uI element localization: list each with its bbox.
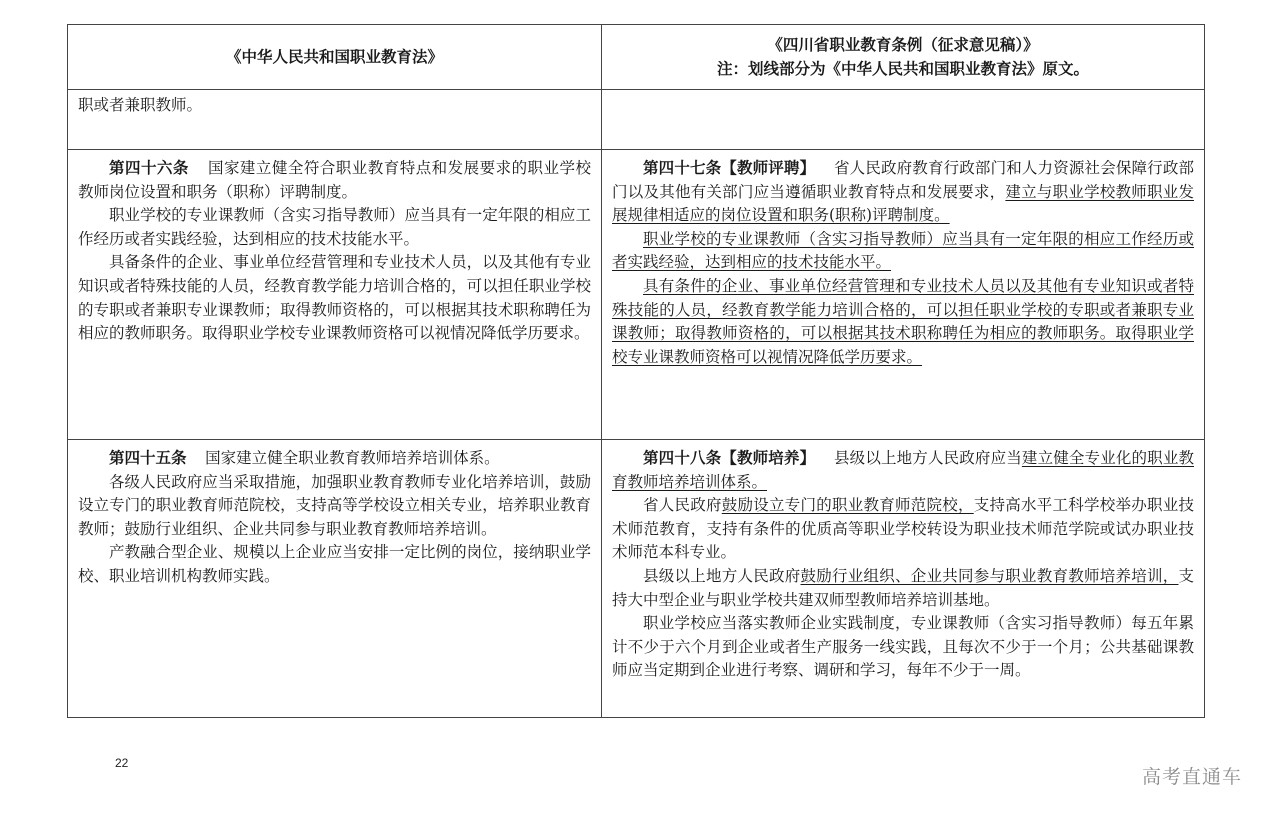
row3-left-cell [68, 440, 602, 718]
row1-right-cell [602, 90, 1205, 150]
right-column-title: 《四川省职业教育条例（征求意见稿）》 [767, 35, 1039, 54]
article-text: 支持高水平工科学校举办职业技术师范教育，支持有条件的优质高等职业学校转设为职业技术师范学院或试办职业技术师范本科专业。 [612, 496, 1194, 562]
article-text: 县级以上地方人民政府 [643, 566, 801, 585]
watermark-text: 高考直通车 [1142, 766, 1243, 788]
table-row [68, 150, 1205, 440]
table-row [68, 440, 1205, 718]
article-paragraph: 具备条件的企业、事业单位经营管理和专业技术人员，以及其他有专业知识或者特殊技能的人员，经教育教学能力培训合格的，可以担任职业学校的专职或者兼职专业课教师；取得教师资格的，可以根据其技术职称聘任为相应的教师职务。取得职业学校专业课教师资格可以视情况降低学历要求。 [78, 253, 591, 343]
left-column-title: 《中华人民共和国职业教育法》 [225, 47, 443, 66]
article-number: 第四十七条【教师评聘】 [643, 158, 816, 177]
article-paragraph: 产教融合型企业、规模以上企业应当安排一定比例的岗位，接纳职业学校、职业培训机构教师实践。 [78, 543, 591, 585]
article-text: 支持大中型企业与职业学校共建双师型教师培养培训基地。 [612, 566, 1194, 609]
article-text: 国家建立健全职业教育教师培养培训体系。 [205, 449, 500, 467]
row2-right-cell [602, 150, 1205, 440]
article-paragraph [78, 446, 591, 471]
row1-left-cell [68, 90, 602, 150]
comparison-table [67, 24, 1205, 718]
header-left-cell [68, 25, 602, 90]
right-column-note: 注：划线部分为《中华人民共和国职业教育法》原文。 [716, 59, 1089, 78]
underlined-original-text: 鼓励行业组织、企业共同参与职业教育教师培养培训， [800, 566, 1179, 585]
article-paragraph [612, 446, 1194, 494]
article-paragraph [612, 275, 1194, 369]
table-header-row [68, 25, 1205, 90]
row1-left-text: 职或者兼职教师。 [78, 96, 203, 114]
underlined-original-text: 建立健全专业化的职业教育教师培养培训体系。 [612, 449, 1194, 491]
article-paragraph [612, 565, 1194, 612]
article-text: 县级以上地方人民政府应当 [833, 449, 1022, 467]
underlined-original-text: 建立与职业学校教师职业发展规律相适应的岗位设置和职务(职称)评聘制度。 [612, 182, 1194, 225]
article-paragraph: 各级人民政府应当采取措施，加强职业教育教师专业化培养培训，鼓励设立专门的职业教育师范院校，支持高等学校设立相关专业，培养职业教育教师；鼓励行业组织、企业共同参与职业教育教师培养培训。 [78, 472, 591, 538]
article-paragraph [612, 156, 1194, 228]
header-right-cell [602, 25, 1205, 90]
article-paragraph: 职业学校的专业课教师（含实习指导教师）应当具有一定年限的相应工作经历或者实践经验，达到相应的技术技能水平。 [78, 206, 591, 248]
article-number: 第四十六条 [109, 158, 189, 177]
article-paragraph [612, 494, 1194, 565]
row2-left-cell [68, 150, 602, 440]
article-text: 省人民政府教育行政部门和人力资源社会保障行政部门以及其他有关部门应当遵循职业教育特点和发展要求， [612, 159, 1194, 201]
page-number: 22 [115, 756, 129, 770]
article-number: 第四十五条 [109, 448, 187, 467]
article-paragraph [612, 228, 1194, 275]
underlined-original-text: 具有条件的企业、事业单位经营管理和专业技术人员以及其他有专业知识或者特殊技能的人员，经教育教学能力培训合格的，可以担任职业学校的专职或者兼职专业课教师；取得教师资格的，可以根据其技术职称聘任为相应的教师职务。取得职业学校专业课教师资格可以视情况降低学历要求。 [612, 276, 1194, 366]
article-paragraph [78, 156, 591, 204]
article-text: 国家建立健全符合职业教育特点和发展要求的职业学校教师岗位设置和职务（职称）评聘制度。 [78, 159, 591, 201]
article-number: 第四十八条【教师培养】 [643, 448, 816, 467]
row3-right-cell [602, 440, 1205, 718]
underlined-original-text: 鼓励设立专门的职业教育师范院校， [721, 496, 974, 515]
table-row [68, 90, 1205, 150]
underlined-original-text: 职业学校的专业课教师（含实习指导教师）应当具有一定年限的相应工作经历或者实践经验，达到相应的技术技能水平。 [612, 229, 1194, 272]
article-paragraph: 职业学校应当落实教师企业实践制度，专业课教师（含实习指导教师）每五年累计不少于六个月到企业或者生产服务一线实践，且每次不少于一个月；公共基础课教师应当定期到企业进行考察、调研和学习，每年不少于一周。 [612, 614, 1194, 680]
article-text: 省人民政府 [643, 496, 722, 515]
